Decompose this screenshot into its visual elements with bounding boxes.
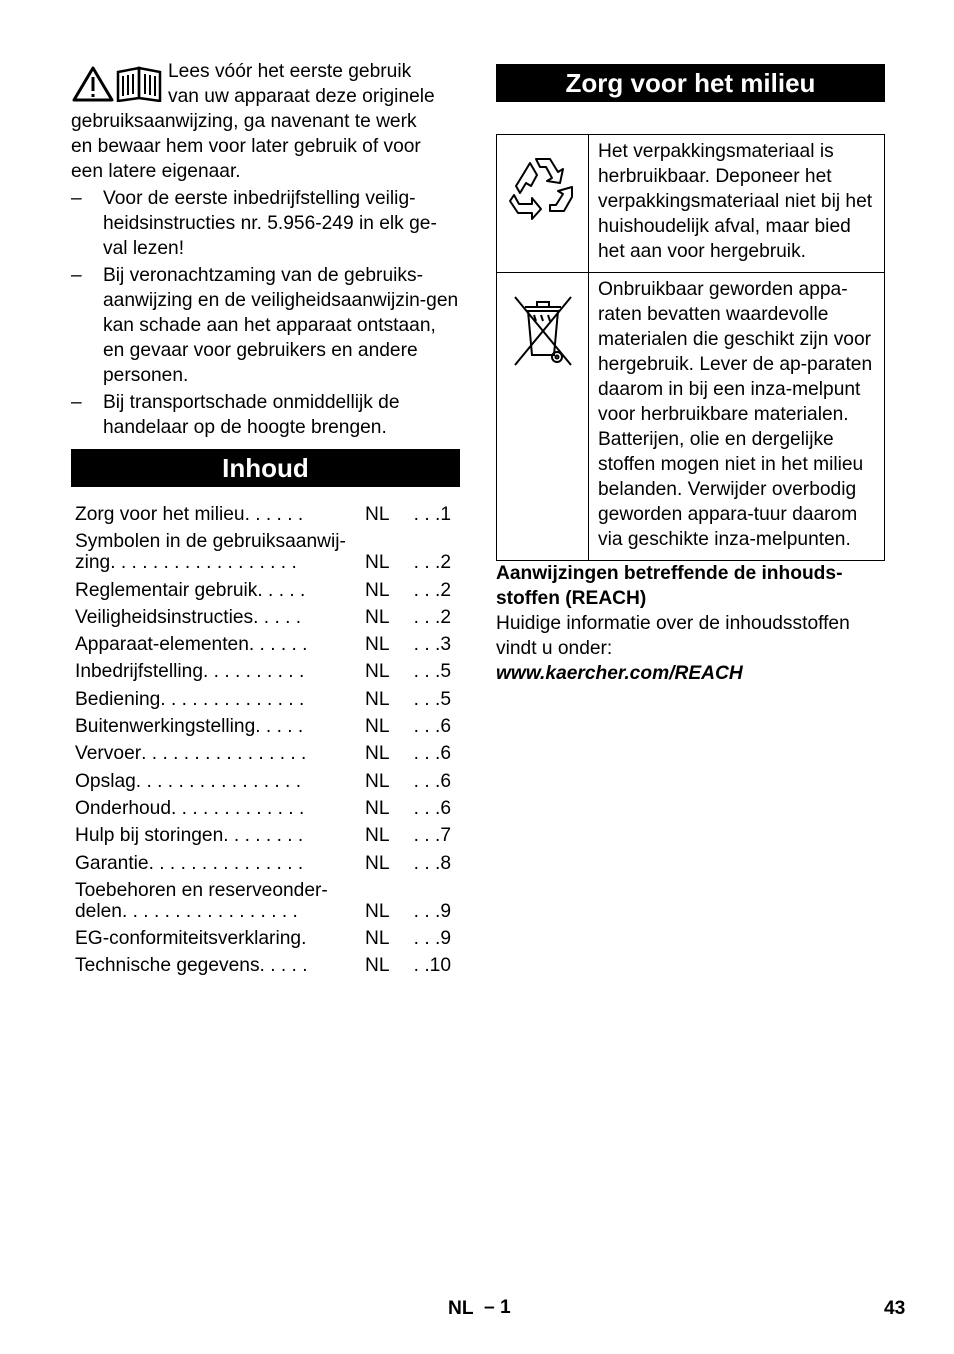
list-item xyxy=(71,390,460,440)
toc-entry-title-line xyxy=(75,771,361,792)
toc-entry-title-text: Opslag xyxy=(75,770,136,792)
toc-entry-title-text: EG-conformiteitsverklaring xyxy=(75,928,302,950)
toc-heading: Inhoud xyxy=(71,449,460,487)
toc-entry-page: . . .6 xyxy=(413,743,451,765)
toc-entry-title xyxy=(75,531,361,573)
toc-entry-title-text: Garantie xyxy=(75,852,149,874)
toc-leader-dots: . . . . . . xyxy=(248,634,308,656)
crossed-out-bin-icon xyxy=(511,293,575,369)
toc-entry-title-line1: Symbolen in de gebruiksaanwij- xyxy=(75,531,346,553)
toc-entry-title-text: Reglementair gebruik xyxy=(75,579,258,601)
toc-entry-page: . . .3 xyxy=(413,634,451,656)
toc-entry-lang: NL xyxy=(365,852,390,874)
recycle-icon xyxy=(506,153,580,223)
toc-entry-title-text: Bediening xyxy=(75,688,161,710)
environment-table xyxy=(496,134,885,561)
table-row xyxy=(497,135,885,273)
toc-entry-title xyxy=(75,580,361,601)
toc-entry xyxy=(71,580,460,601)
footer-section-page: – 1 xyxy=(484,1297,511,1318)
bullet-dash: – xyxy=(71,392,82,413)
toc-entry-title-line xyxy=(75,607,361,628)
toc-entry-title-line xyxy=(75,504,361,525)
toc-leader-dots: . . . . . . . . . . . . . . . . . . xyxy=(110,552,297,574)
toc-entry-title xyxy=(75,880,361,922)
bullet-text: Bij transportschade onmiddellijk de handelaar op de hoogte brengen. xyxy=(103,392,400,438)
toc-leader-dots: . . . . . . . . . . . . . . . . xyxy=(135,770,302,792)
toc-entry xyxy=(71,689,460,710)
toc-entry-lang: NL xyxy=(365,743,390,765)
right-column xyxy=(496,64,885,686)
toc-entry-title-text: Veiligheidsinstructies xyxy=(75,606,254,628)
toc-entry-title-line1: Toebehoren en reserveonder- xyxy=(75,879,328,901)
toc-entry-lang: NL xyxy=(365,928,390,950)
toc-entry-page: . . .7 xyxy=(413,825,451,847)
warning-book-icons xyxy=(71,66,163,102)
toc-entry-title-line xyxy=(75,901,361,922)
toc-entry-lang: NL xyxy=(365,688,390,710)
intro-line: een latere eigenaar. xyxy=(71,161,241,182)
toc-leader-dots: . xyxy=(301,928,307,950)
toc-entry-title xyxy=(75,955,361,976)
toc-entry-title-line xyxy=(75,743,361,764)
toc-entry xyxy=(71,853,460,874)
intro-line: van uw apparaat deze originele xyxy=(168,86,435,107)
toc-entry xyxy=(71,743,460,764)
toc-entry-lang: NL xyxy=(365,716,390,738)
toc-entry-page: . . .6 xyxy=(413,770,451,792)
toc-entry xyxy=(71,716,460,737)
toc-leader-dots: . . . . . . . . . . . . . . . . . xyxy=(121,900,298,922)
toc-leader-dots: . . . . . . . . . . . . . . xyxy=(160,688,305,710)
toc-entry-title-text: zing xyxy=(75,552,111,574)
toc-entry-title xyxy=(75,716,361,737)
toc-entry xyxy=(71,771,460,792)
toc-entry-title-text: Technische gegevens xyxy=(75,955,260,977)
toc-entry-title xyxy=(75,634,361,655)
toc-entry-lang: NL xyxy=(365,552,390,574)
toc-entry-title xyxy=(75,798,361,819)
reach-heading: Aanwijzingen betreffende de inhouds-stoffen (REACH) xyxy=(496,563,843,609)
intro-line: en bewaar hem voor later gebruik of voor xyxy=(71,136,421,157)
reach-link[interactable]: www.kaercher.com/REACH xyxy=(496,663,743,684)
toc-entry-title-text: Vervoer xyxy=(75,743,142,765)
environment-heading: Zorg voor het milieu xyxy=(496,64,885,102)
toc-entry-title-line xyxy=(75,634,361,655)
toc-entry-lang: NL xyxy=(365,661,390,683)
bullet-text: Voor de eerste inbedrijfstelling veilig-heidsinstructies nr. 5.956-249 in elk ge-val lezen! xyxy=(103,188,437,259)
toc-entry xyxy=(71,661,460,682)
toc-entry-title-line xyxy=(75,716,361,737)
left-column xyxy=(71,59,460,983)
toc-entry xyxy=(71,825,460,846)
toc-entry xyxy=(71,880,460,922)
toc-entry-page: . .10 xyxy=(413,955,451,977)
toc-leader-dots: . . . . . xyxy=(257,579,306,601)
toc-entry xyxy=(71,607,460,628)
toc-entry-title-line xyxy=(75,798,361,819)
reach-section xyxy=(496,561,885,686)
toc-entry-page: . . .6 xyxy=(413,716,451,738)
toc-entry xyxy=(71,955,460,976)
bullet-text: Bij veronachtzaming van de gebruiks-aanwijzing en de veiligheidsaanwijzin-gen kan schade aan het apparaat ontstaan, en gevaar voor gebruikers en andere personen. xyxy=(103,265,459,386)
intro-line: gebruiksaanwijzing, ga navenant te werk xyxy=(71,111,417,132)
toc-entry-title xyxy=(75,825,361,846)
toc-entry-title-line xyxy=(75,689,361,710)
toc-entry xyxy=(71,928,460,949)
toc-entry-title xyxy=(75,661,361,682)
toc-entry-lang: NL xyxy=(365,900,390,922)
toc-entry-page: . . .9 xyxy=(413,928,451,950)
toc-leader-dots: . . . . . xyxy=(255,716,304,738)
toc-entry-title-text: Onderhoud xyxy=(75,797,172,819)
toc-entry-page: . . .5 xyxy=(413,688,451,710)
toc-entry-lang: NL xyxy=(365,634,390,656)
toc-entry-page: . . .2 xyxy=(413,552,451,574)
toc-entry-page: . . .2 xyxy=(413,579,451,601)
toc-entry-page: . . .1 xyxy=(413,504,451,525)
toc-entry-title-text: Buitenwerkingstelling xyxy=(75,716,256,738)
toc-entry-title xyxy=(75,928,361,949)
toc-leader-dots: . . . . . xyxy=(253,606,302,628)
toc-entry-title xyxy=(75,853,361,874)
table-cell-text: Onbruikbaar geworden appa-raten bevatten waardevolle materialen die geschikt zijn voor hergebruik. Lever de ap-paraten daarom in bij een inza-melpunt voor herbruikbare materialen. Batterijen, olie en dergelijke stoffen mogen niet in het milieu belanden. Verwijder overbodig geworden appara-tuur daarom via geschikte inza-melpunten. xyxy=(589,273,885,561)
toc-entry-title-line xyxy=(75,580,361,601)
toc-leader-dots: . . . . . xyxy=(259,955,308,977)
open-book-icon xyxy=(118,68,160,101)
toc-entry-title xyxy=(75,743,361,764)
toc-entry-title xyxy=(75,607,361,628)
toc-entry-title-line xyxy=(75,955,361,976)
toc-entry-title-line xyxy=(75,661,361,682)
toc-entry-title-line xyxy=(75,928,361,949)
toc-entry xyxy=(71,531,460,573)
toc-entry-title-text: Hulp bij storingen xyxy=(75,825,224,847)
toc-entry-title-text: delen xyxy=(75,900,122,922)
toc-leader-dots: . . . . . . . . . . . . . xyxy=(171,797,305,819)
page-number: 43 xyxy=(884,1298,906,1319)
toc-entry xyxy=(71,634,460,655)
toc-entry-lang: NL xyxy=(365,606,390,628)
toc-entry-lang: NL xyxy=(365,579,390,601)
table-cell-text: Het verpakkingsmateriaal is herbruikbaar. Deponeer het verpakkingsmateriaal niet bij het huishoudelijk afval, maar bied het aan voor hergebruik. xyxy=(589,135,885,273)
toc-entry-page: . . .6 xyxy=(413,797,451,819)
reach-body: Huidige informatie over de inhoudsstoffen vindt u onder: xyxy=(496,613,850,659)
toc-entry-title-line xyxy=(75,552,361,573)
toc-leader-dots: . . . . . . xyxy=(244,504,304,525)
toc-entry-title-line xyxy=(75,853,361,874)
toc-entry-page: . . .5 xyxy=(413,661,451,683)
toc-entry-lang: NL xyxy=(365,825,390,847)
safety-bullet-list xyxy=(71,186,460,440)
table-cell-icon xyxy=(497,135,589,273)
toc-entry-lang: NL xyxy=(365,504,390,525)
intro-block xyxy=(71,59,460,184)
toc-leader-dots: . . . . . . . . . . . . . . . xyxy=(148,852,304,874)
toc-entry-lang: NL xyxy=(365,797,390,819)
toc-entry-title-text: Apparaat-elementen xyxy=(75,634,249,656)
toc-entry-lang: NL xyxy=(365,955,390,977)
toc-entry xyxy=(71,504,460,525)
toc-entry-title xyxy=(75,771,361,792)
toc-entry-page: . . .2 xyxy=(413,606,451,628)
toc-entry xyxy=(71,798,460,819)
intro-line: Lees vóór het eerste gebruik xyxy=(168,61,412,82)
footer-language: NL xyxy=(448,1298,474,1319)
toc-entry-page: . . .8 xyxy=(413,852,451,874)
list-item xyxy=(71,186,460,261)
toc-entry-title xyxy=(75,504,361,525)
toc-leader-dots: . . . . . . . . . . . . . . . . xyxy=(141,743,307,765)
toc-entry-title xyxy=(75,689,361,710)
warning-triangle-icon xyxy=(74,68,112,100)
toc-leader-dots: . . . . . . . . . . xyxy=(203,661,305,683)
toc-entry-lang: NL xyxy=(365,770,390,792)
list-item xyxy=(71,263,460,388)
bullet-dash: – xyxy=(71,188,82,209)
toc-entry-title-line xyxy=(75,825,361,846)
table-row xyxy=(497,273,885,561)
bullet-dash: – xyxy=(71,265,82,286)
table-cell-icon xyxy=(497,273,589,561)
toc-entry-page: . . .9 xyxy=(413,900,451,922)
toc-leader-dots: . . . . . . . . xyxy=(223,825,304,847)
table-of-contents xyxy=(71,504,460,976)
toc-entry-title-text: Zorg voor het milieu xyxy=(75,504,245,525)
toc-entry-title-text: Inbedrijfstelling xyxy=(75,661,203,683)
